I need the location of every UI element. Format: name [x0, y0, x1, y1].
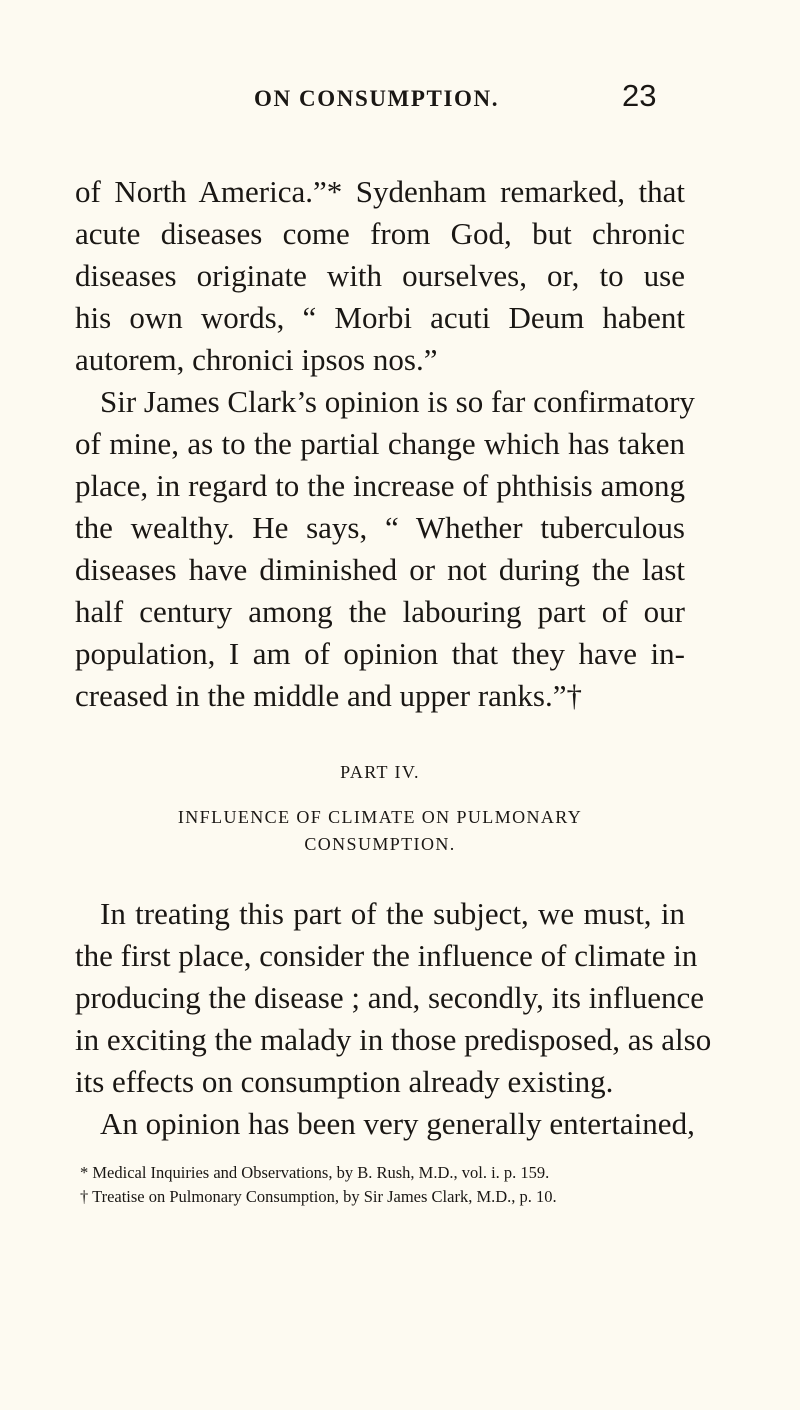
body-line: An opinion has been very generally entertained, [100, 1106, 695, 1141]
body-line: In treating this part of the subject, we must, in [100, 896, 685, 931]
footnote: * Medical Inquiries and Observations, by B. Rush, M.D., vol. i. p. 159. [80, 1163, 550, 1182]
section-heading: CONSUMPTION. [304, 834, 456, 854]
footnote: † Treatise on Pulmonary Consumption, by Sir James Clark, M.D., p. 10. [80, 1187, 557, 1206]
section-heading: INFLUENCE OF CLIMATE ON PULMONARY [177, 807, 583, 827]
body-line: place, in regard to the increase of phthisis among [75, 468, 685, 503]
body-line: half century among the labouring part of our [75, 594, 685, 629]
body-line: the wealthy. He says, “ Whether tuberculous [75, 510, 685, 545]
part-heading: PART IV. [340, 762, 420, 782]
body-line: in exciting the malady in those predisposed, as also [75, 1022, 712, 1057]
body-line: the first place, consider the influence of climate in [75, 938, 698, 973]
page-number: 23 [622, 78, 657, 113]
body-line: autorem, chronici ipsos nos.” [75, 342, 438, 377]
body-line: diseases originate with ourselves, or, to use [75, 258, 685, 293]
running-head: ON CONSUMPTION. [254, 86, 500, 111]
body-line: of mine, as to the partial change which has taken [75, 426, 685, 461]
body-line: its effects on consumption already existing. [75, 1064, 614, 1099]
body-line: his own words, “ Morbi acuti Deum habent [75, 300, 685, 335]
body-line: Sir James Clark’s opinion is so far confirmatory [100, 384, 695, 419]
body-line: diseases have diminished or not during the last [75, 552, 685, 587]
body-line: producing the disease ; and, secondly, its influence [75, 980, 705, 1015]
body-line: of North America.”* Sydenham remarked, that [75, 174, 685, 209]
body-line: acute diseases come from God, but chronic [75, 216, 685, 251]
body-line: creased in the middle and upper ranks.”† [75, 678, 583, 713]
body-line: population, I am of opinion that they have in- [75, 636, 685, 671]
